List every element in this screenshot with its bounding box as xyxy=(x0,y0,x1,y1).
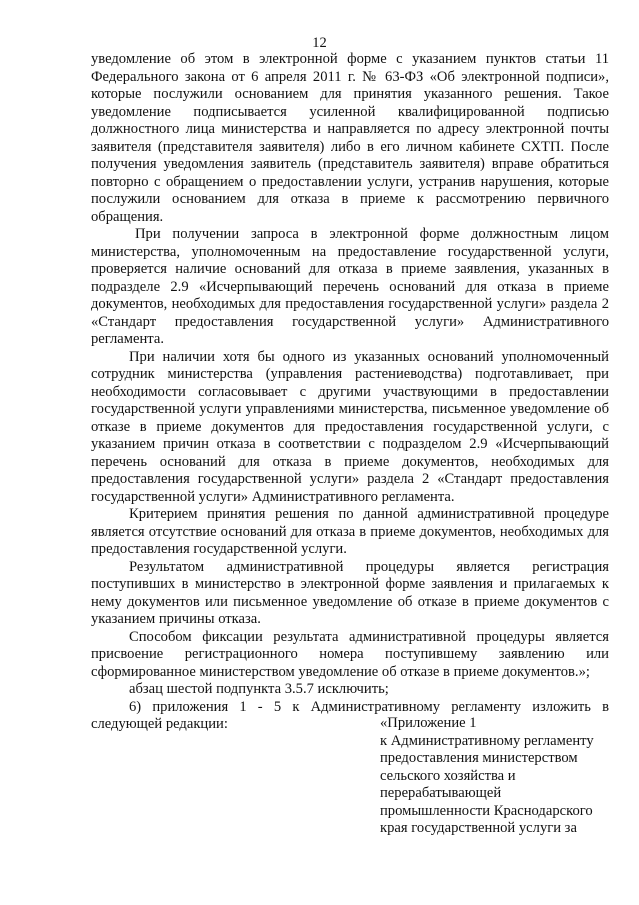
appendix-line: «Приложение 1 xyxy=(380,715,477,731)
body-text xyxy=(91,51,609,734)
paragraph: Критерием принятия решения по данной административной процедуре является отсутствие оснований для отказа в приеме документов, необходимых для предоставления государственной услуги. xyxy=(91,506,609,557)
appendix-line: сельского хозяйства и xyxy=(380,767,516,784)
paragraph: абзац шестой подпункта 3.5.7 исключить; xyxy=(129,681,389,697)
appendix-line: промышленности Краснодарского xyxy=(380,802,593,819)
appendix-line: предоставления министерством xyxy=(380,750,578,766)
appendix-line: к Административному регламенту xyxy=(380,732,594,749)
appendix-header xyxy=(380,715,620,838)
appendix-line: края государственной услуги за xyxy=(380,820,577,836)
appendix-line: перерабатывающей xyxy=(380,785,502,801)
paragraph: Результатом административной процедуры является регистрация поступивших в министерство в электронной форме заявления и прилагаемых к нему документов или письменное уведомление об отказе в приеме документов с указанием причины отказа. xyxy=(91,558,609,627)
paragraph: Способом фиксации результата административной процедуры является присвоение регистрационного номера поступившему заявлению или сформированное министерством уведомление об отказе в приеме документов.»; xyxy=(91,628,609,680)
page-number: 12 xyxy=(312,35,327,51)
paragraph: уведомление об этом в электронной форме с указанием пунктов статьи 11 Федерального закона от 6 апреля 2011 г. № 63-ФЗ «Об электронной подписи», которые послужили основанием для принятия указанного решения. Такое уведомление подписывается усиленной квалифицированной подписью должностного лица министерства и направляется по адресу электронной почты заявителя (представителя заявителя) либо в его личном кабинете СХТП. После получения уведомления заявитель (представитель заявителя) вправе обратиться повторно с обращением о предоставлении услуги, устранив нарушения, которые послужили основанием для отказа в приеме к рассмотрению первичного обращения. xyxy=(91,51,609,225)
paragraph: При получении запроса в электронной форме должностным лицом министерства, уполномоченным на предоставление государственной услуги, проверяется наличие оснований для отказа в приеме заявления, указанных в подразделе 2.9 «Исчерпывающий перечень оснований для отказа в приеме документов, необходимых для предоставления государственной услуги» раздела 2 «Стандарт предоставления государственной услуги» Административного регламента. xyxy=(91,226,609,347)
paragraph: 6) приложения 1 - 5 к Административному регламенту изложить в следующей редакции: xyxy=(91,698,609,732)
paragraph: При наличии хотя бы одного из указанных оснований уполномоченный сотрудник министерства (управления растениеводства) подготавливает, при необходимости согласовывает с другими участвующими в предоставлении государственной услуги управлениями министерства, письменное уведомление об отказе в приеме документов для предоставления государственной услуги, с указанием причин отказа в соответствии с подразделом 2.9 «Исчерпывающий перечень оснований для отказа в приеме документов, необходимых для предоставления государственной услуги» раздела 2 «Стандарт предоставления государственной услуги» Административного регламента. xyxy=(91,348,609,505)
